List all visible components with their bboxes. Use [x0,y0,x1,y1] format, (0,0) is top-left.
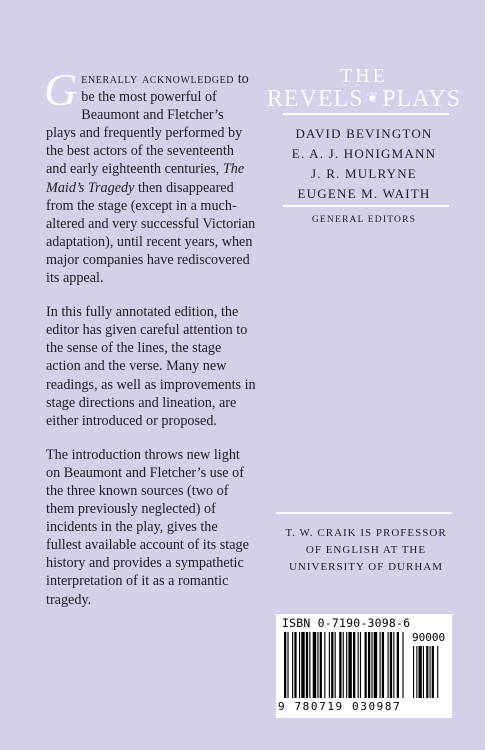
barcode [276,614,452,718]
play-title: The Maid’s Tragedy [46,161,245,196]
addon-bar [437,646,438,698]
barcode-bar [358,632,359,698]
barcode-bar [393,632,394,698]
opening-smallcaps: enerally acknowledged [81,71,235,87]
barcode-bar [346,632,347,698]
blurb-paragraph-1 [44,64,256,287]
barcode-bar [317,632,318,698]
drop-cap: G [44,64,78,115]
isbn-text: ISBN 0-7190-3098-6 [282,616,411,630]
barcode-bar [287,632,288,698]
barcode-bar [353,632,355,698]
barcode-bar [324,632,325,698]
barcode-bar [360,632,361,698]
barcode-bar [365,632,367,698]
price-code: 90000 [412,631,446,644]
divider-top [283,113,449,115]
divider-author [276,512,452,514]
blurb-p1-text-b: then disappeared from the stage (except in a much-altered and very successful Victorian adaptation), until recent years, when major companies have rediscovered its appeal. [46,179,256,287]
editors-list [278,124,450,204]
barcode-bar [374,632,377,698]
barcode-bar [331,632,333,698]
blurb-paragraph-3: The introduction throws new light on Beaumont and Fletcher’s use of the three known sources (two of them previously neglected) of incidents in the play, gives the fullest available account of its stage history and provides a sympathetic interpretation of it as a romantic tragedy. [46,446,249,608]
barcode-bar [306,632,308,698]
barcode-bar [382,632,384,698]
barcode-bar [397,632,399,698]
blurb-p1-text-a: to be the most powerful of Beaumont and Fletcher’s plays and frequently performed by the best actors of the seventeenth and early eighteenth centuries, [46,71,249,178]
barcode-bar [402,632,403,698]
addon-bar [432,646,434,698]
blurb [44,64,256,625]
addon-bar [419,646,422,698]
addon-bar [413,646,414,698]
blurb-paragraph-2: In this fully annotated edition, the editor has given careful attention to the sense of the lines, the stage action and the verse. Many new readings, as well as improvements in stage directions and lineation, are either introduced or proposed. [46,304,256,429]
editor-name: E. A. J. HONIGMANN [291,146,437,161]
logo-revels: REVELS [266,86,364,112]
barcode-bar [284,632,286,698]
barcode-bar [388,632,389,698]
ean-number: 9 780719 030987 [278,700,402,713]
barcode-bar [329,632,330,698]
author-note-line: OF ENGLISH AT THE [305,544,427,556]
logo-plays: PLAYS [382,86,462,112]
author-note [276,525,456,576]
divider-middle [283,205,449,207]
barcode-bar [368,632,370,698]
barcode-bar [320,632,322,698]
addon-bar [426,646,428,698]
editor-name: J. R. MULRYNE [311,166,417,181]
editor-name: DAVID BEVINGTON [295,126,433,141]
barcode-bar [339,632,341,698]
barcode-bar [301,632,304,698]
barcode-bar [309,632,310,698]
revels-plays-logo [266,65,462,112]
addon-bar [430,646,431,698]
barcode-bar [294,632,296,698]
barcode-bar [299,632,300,698]
author-note-line: UNIVERSITY OF DURHAM [288,561,444,573]
barcode-bar [343,632,344,698]
barcode-bar [335,632,336,698]
logo-revels-plays [266,86,462,112]
barcode-bar [390,632,392,698]
barcode-bar [371,632,372,698]
logo-the: THE [340,65,388,87]
barcode-bar [348,632,351,698]
author-note-line: T. W. CRAIK IS PROFESSOR [285,527,447,539]
barcode-bar [292,632,293,698]
addon-bar [423,646,424,698]
barcode-bar [379,632,380,698]
barcode-bar [313,632,316,698]
fleuron-icon: ❦ [366,91,380,106]
addon-bar [416,646,417,698]
general-editors-label: GENERAL EDITORS [311,215,417,225]
editor-name: EUGENE M. WAITH [297,186,431,201]
